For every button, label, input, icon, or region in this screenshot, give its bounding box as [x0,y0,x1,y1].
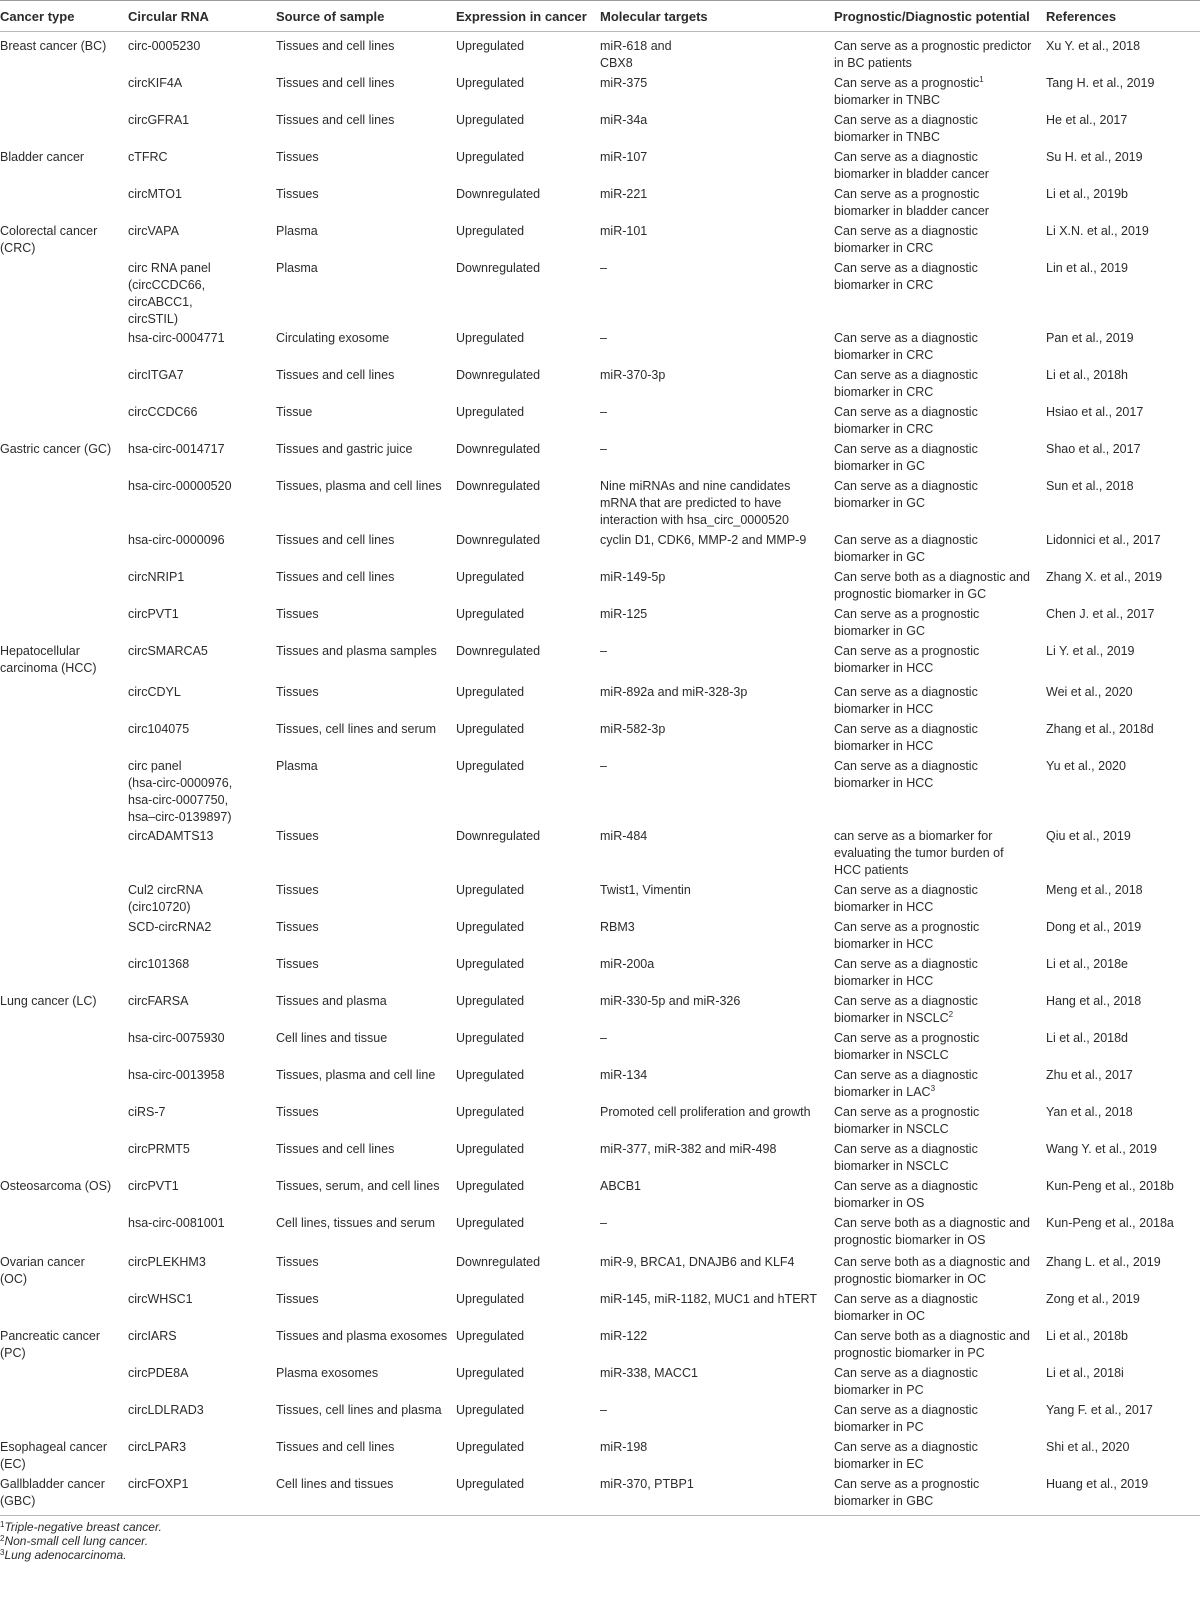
cell-potential: Can serve both as a diagnostic and prognostic biomarker in OS [834,1216,1030,1247]
cell-expr: Upregulated [456,685,525,699]
cell-targets: – [600,1031,607,1045]
header-expression: Expression in cancer [456,9,587,24]
cell-source: Tissues [276,607,319,621]
cell-potential: Can serve as a diagnostic biomarker in HCC [834,759,978,790]
header-references: References [1046,9,1117,24]
cell-expr: Upregulated [456,39,525,53]
cell-potential: Can serve as a diagnostic biomarker in CRC [834,331,978,362]
cell-targets: miR-330-5p and miR-326 [600,994,741,1008]
cell-source: Tissues [276,957,319,971]
cell-expr: Upregulated [456,1142,525,1156]
cell-expr: Upregulated [456,1292,525,1306]
cell-ref: Zhang L. et al., 2019 [1046,1255,1161,1269]
cell-rna: circPRMT5 [128,1142,190,1156]
cell-rna: circPLEKHM3 [128,1255,206,1269]
cell-targets: RBM3 [600,920,635,934]
cell-ref: Kun-Peng et al., 2018a [1046,1216,1174,1230]
cell-cancer: Lung cancer (LC) [0,994,97,1008]
cell-ref: Li et al., 2018e [1046,957,1129,971]
cell-source: Plasma [276,759,318,773]
cell-potential: Can serve as a diagnostic biomarker in NSCLC [834,1142,978,1173]
cell-targets: miR-370, PTBP1 [600,1477,694,1491]
cell-rna: circGFRA1 [128,113,190,127]
cell-source: Cell lines, tissues and serum [276,1216,436,1230]
cell-ref: Huang et al., 2019 [1046,1477,1149,1491]
cell-targets: miR-338, MACC1 [600,1366,698,1380]
cell-potential: Can serve as a diagnostic biomarker in GC [834,479,978,510]
cell-expr: Upregulated [456,331,525,345]
cell-targets: miR-200a [600,957,655,971]
cell-cancer: Gastric cancer (GC) [0,442,112,456]
cell-expr: Downregulated [456,533,541,547]
cell-targets: Nine miRNAs and nine candidates mRNA that are predicted to have interaction with hsa_circ_0000520 [600,479,791,527]
cell-source: Cell lines and tissues [276,1477,394,1491]
cell-expr: Upregulated [456,1440,525,1454]
cell-potential: Can serve as a diagnostic biomarker in HCC [834,685,978,716]
cell-cancer: Bladder cancer [0,150,85,164]
cell-ref: Zhang et al., 2018d [1046,722,1154,736]
cell-ref: Li et al., 2018h [1046,368,1129,382]
cell-targets: miR-377, miR-382 and miR-498 [600,1142,777,1156]
cell-potential: Can serve as a diagnostic biomarker in PC [834,1366,978,1397]
cell-rna: circKIF4A [128,76,183,90]
cell-rna: circLDLRAD3 [128,1403,204,1417]
cell-ref: Dong et al., 2019 [1046,920,1142,934]
cell-rna: hsa-circ-0075930 [128,1031,225,1045]
cell-targets: – [600,405,607,419]
cell-expr: Upregulated [456,957,525,971]
cell-expr: Downregulated [456,829,541,843]
cell-expr: Upregulated [456,113,525,127]
cell-ref: He et al., 2017 [1046,113,1128,127]
cell-expr: Upregulated [456,607,525,621]
cell-ref: Zhang X. et al., 2019 [1046,570,1163,584]
cell-expr: Upregulated [456,76,525,90]
cell-expr: Upregulated [456,883,525,897]
cell-potential: Can serve as a diagnostic biomarker in bladder cancer [834,150,989,181]
cell-source: Tissues and plasma samples [276,644,437,658]
cell-potential: Can serve as a diagnostic biomarker in EC [834,1440,978,1471]
cell-source: Circulating exosome [276,331,390,345]
cell-rna: circMTO1 [128,187,182,201]
cell-ref: Yan et al., 2018 [1046,1105,1133,1119]
cell-expr: Upregulated [456,1329,525,1343]
cell-ref: Li et al., 2018i [1046,1366,1124,1380]
cell-targets: miR-484 [600,829,648,843]
cell-expr: Upregulated [456,994,525,1008]
cell-expr: Upregulated [456,1477,525,1491]
cell-source: Tissues and cell lines [276,113,395,127]
cell-potential: Can serve as a diagnostic biomarker in PC [834,1403,978,1434]
cell-source: Tissues and cell lines [276,1440,395,1454]
cell-targets: Twist1, Vimentin [600,883,691,897]
cell-expr: Upregulated [456,920,525,934]
cell-ref: Hang et al., 2018 [1046,994,1142,1008]
cell-source: Tissues, plasma and cell line [276,1068,436,1082]
cell-source: Tissues [276,150,319,164]
cell-targets: miR-107 [600,150,648,164]
cell-potential: Can serve both as a diagnostic and prognostic biomarker in PC [834,1329,1030,1360]
cell-expr: Upregulated [456,150,525,164]
cell-potential: Can serve as a diagnostic biomarker in HCC [834,722,978,753]
cell-source: Tissues and cell lines [276,533,395,547]
cell-ref: Li Y. et al., 2019 [1046,644,1135,658]
cell-source: Tissues, cell lines and plasma [276,1403,442,1417]
cell-potential: Can serve as a diagnostic biomarker in GC [834,442,978,473]
cell-targets: miR-34a [600,113,648,127]
cell-rna: circ101368 [128,957,190,971]
cell-expr: Upregulated [456,722,525,736]
cell-ref: Li et al., 2019b [1046,187,1129,201]
cell-source: Plasma exosomes [276,1366,379,1380]
cell-expr: Upregulated [456,1068,525,1082]
cell-targets: – [600,331,607,345]
cell-potential: Can serve as a prognostic biomarker in GC [834,607,980,638]
cell-source: Tissues and cell lines [276,1142,395,1156]
cell-rna: circLPAR3 [128,1440,187,1454]
cell-potential: Can serve as a diagnostic biomarker in HCC [834,883,978,914]
cell-source: Tissues [276,1105,319,1119]
cell-source: Plasma [276,224,318,238]
cell-ref: Wang Y. et al., 2019 [1046,1142,1157,1156]
header-targets: Molecular targets [600,9,708,24]
cell-source: Tissues and cell lines [276,570,395,584]
cell-targets: miR-125 [600,607,648,621]
cell-targets: miR-892a and miR-328-3p [600,685,748,699]
cell-ref: Chen J. et al., 2017 [1046,607,1155,621]
cell-expr: Upregulated [456,1179,525,1193]
cell-potential: Can serve as a prognostic biomarker in NSCLC [834,1105,980,1136]
cell-source: Tissues and plasma [276,994,387,1008]
cell-potential: Can serve as a diagnostic biomarker in LAC$^3$ [834,1068,978,1099]
cell-ref: Su H. et al., 2019 [1046,150,1143,164]
cell-source: Tissue [276,405,313,419]
cell-targets: miR-122 [600,1329,648,1343]
cell-expr: Upregulated [456,1105,525,1119]
footnote: $^3$Lung adenocarcinoma. [0,1548,127,1562]
cell-potential: Can serve as a prognostic biomarker in GBC [834,1477,980,1508]
cell-targets: – [600,442,607,456]
cell-rna: circSMARCA5 [128,644,208,658]
cell-potential: Can serve both as a diagnostic and prognostic biomarker in OC [834,1255,1030,1286]
cell-potential: Can serve as a diagnostic biomarker in CRC [834,405,978,436]
cell-source: Tissues, cell lines and serum [276,722,437,736]
cell-ref: Xu Y. et al., 2018 [1046,39,1141,53]
cell-ref: Shi et al., 2020 [1046,1440,1130,1454]
cell-expr: Upregulated [456,405,525,419]
cell-expr: Downregulated [456,368,541,382]
cell-potential: Can serve as a diagnostic biomarker in CRC [834,261,978,292]
cell-rna: circWHSC1 [128,1292,193,1306]
cell-ref: Qiu et al., 2019 [1046,829,1131,843]
cell-ref: Wei et al., 2020 [1046,685,1133,699]
cell-rna: circNRIP1 [128,570,185,584]
cell-expr: Downregulated [456,261,541,275]
cell-rna: circ-0005230 [128,39,201,53]
cell-ref: Pan et al., 2019 [1046,331,1134,345]
cell-targets: miR-618 and CBX8 [600,39,672,70]
cell-expr: Upregulated [456,1366,525,1380]
cell-rna: hsa-circ-00000520 [128,479,232,493]
cell-targets: – [600,261,607,275]
cell-source: Tissues and cell lines [276,76,395,90]
cell-potential: Can serve as a prognostic biomarker in NSCLC [834,1031,980,1062]
cell-rna: circVAPA [128,224,179,238]
cell-rna: circFOXP1 [128,1477,189,1491]
cell-rna: hsa-circ-0004771 [128,331,225,345]
cell-rna: SCD-circRNA2 [128,920,212,934]
cell-rna: circCDYL [128,685,181,699]
cell-cancer: Pancreatic cancer (PC) [0,1329,101,1360]
cell-ref: Tang H. et al., 2019 [1046,76,1155,90]
header-potential: Prognostic/Diagnostic potential [834,9,1030,24]
cell-rna: Cul2 circRNA (circ10720) [128,883,204,914]
cell-potential: Can serve as a diagnostic biomarker in CRC [834,368,978,399]
cell-potential: Can serve as a prognostic biomarker in HCC [834,920,980,951]
cell-rna: hsa-circ-0014717 [128,442,225,456]
cell-expr: Upregulated [456,570,525,584]
cell-potential: Can serve as a diagnostic biomarker in HCC [834,957,978,988]
header-source: Source of sample [276,9,385,24]
cell-targets: ABCB1 [600,1179,641,1193]
cell-rna: hsa-circ-0000096 [128,533,225,547]
cell-targets: miR-198 [600,1440,648,1454]
cell-potential: Can serve as a diagnostic biomarker in CRC [834,224,978,255]
cell-cancer: Breast cancer (BC) [0,39,107,53]
cell-rna: circ RNA panel (circCCDC66, circABCC1, circSTIL) [128,261,211,326]
cell-rna: circ panel (hsa-circ-0000976, hsa-circ-0007750, hsa–circ-0139897) [128,759,233,824]
cell-targets: – [600,1216,607,1230]
cell-targets: miR-149-5p [600,570,666,584]
cell-ref: Shao et al., 2017 [1046,442,1141,456]
table-header [0,0,1200,32]
cell-rna: ciRS-7 [128,1105,166,1119]
header-cancer-type: Cancer type [0,9,75,24]
cell-source: Tissues, plasma and cell lines [276,479,442,493]
cell-potential: Can serve as a diagnostic biomarker in TNBC [834,113,978,144]
cell-potential: Can serve as a prognostic$^1$ biomarker in TNBC [834,75,984,107]
cell-ref: Lidonnici et al., 2017 [1046,533,1161,547]
cell-source: Tissues [276,187,319,201]
cell-ref: Zhu et al., 2017 [1046,1068,1133,1082]
cell-expr: Downregulated [456,1255,541,1269]
cell-ref: Li et al., 2018b [1046,1329,1129,1343]
cell-expr: Upregulated [456,224,525,238]
cell-cancer: Esophageal cancer (EC) [0,1440,108,1471]
cell-rna: circPVT1 [128,607,179,621]
cell-rna: circITGA7 [128,368,184,382]
footnote: $^2$Non-small cell lung cancer. [0,1534,149,1548]
cell-targets: miR-375 [600,76,648,90]
cell-source: Tissues and cell lines [276,368,395,382]
cell-targets: miR-582-3p [600,722,666,736]
cell-cancer: Hepatocellular carcinoma (HCC) [0,644,97,675]
cell-targets: – [600,759,607,773]
cell-ref: Lin et al., 2019 [1046,261,1129,275]
cell-expr: Upregulated [456,1031,525,1045]
cell-rna: circPVT1 [128,1179,179,1193]
cell-potential: Can serve as a diagnostic biomarker in GC [834,533,978,564]
cell-ref: Yang F. et al., 2017 [1046,1403,1153,1417]
cell-expr: Upregulated [456,1403,525,1417]
cell-expr: Downregulated [456,479,541,493]
cell-ref: Kun-Peng et al., 2018b [1046,1179,1174,1193]
cell-source: Tissues [276,920,319,934]
cell-ref: Hsiao et al., 2017 [1046,405,1144,419]
cell-expr: Downregulated [456,187,541,201]
cell-source: Tissues and cell lines [276,39,395,53]
cell-rna: hsa-circ-0013958 [128,1068,225,1082]
cell-source: Tissues, serum, and cell lines [276,1179,440,1193]
cell-potential: Can serve as a prognostic biomarker in bladder cancer [834,187,989,218]
cell-source: Tissues [276,1292,319,1306]
cell-targets: miR-370-3p [600,368,666,382]
cell-rna: circADAMTS13 [128,829,214,843]
cell-potential: Can serve as a prognostic biomarker in HCC [834,644,980,675]
cell-ref: Zong et al., 2019 [1046,1292,1140,1306]
cell-cancer: Osteosarcoma (OS) [0,1179,112,1193]
cell-source: Tissues and plasma exosomes [276,1329,448,1343]
cell-expr: Upregulated [456,1216,525,1230]
cell-ref: Li et al., 2018d [1046,1031,1129,1045]
table-bottom-rule [0,1515,1200,1516]
cell-source: Tissues [276,829,319,843]
cell-potential: can serve as a biomarker for evaluating the tumor burden of HCC patients [834,829,1004,877]
cell-rna: circFARSA [128,994,189,1008]
cell-ref: Meng et al., 2018 [1046,883,1143,897]
cell-rna: circCCDC66 [128,405,198,419]
cell-ref: Sun et al., 2018 [1046,479,1134,493]
cell-source: Tissues [276,1255,319,1269]
cell-rna: circIARS [128,1329,177,1343]
cell-rna: cTFRC [128,150,168,164]
cell-potential: Can serve both as a diagnostic and prognostic biomarker in GC [834,570,1030,601]
cell-ref: Yu et al., 2020 [1046,759,1126,773]
cell-targets: miR-101 [600,224,648,238]
cell-potential: Can serve as a prognostic predictor in BC patients [834,39,1032,70]
cell-cancer: Gallbladder cancer (GBC) [0,1477,105,1508]
cell-expr: Upregulated [456,759,525,773]
cell-expr: Downregulated [456,644,541,658]
cell-rna: hsa-circ-0081001 [128,1216,225,1230]
cell-source: Tissues [276,685,319,699]
cell-potential: Can serve as a diagnostic biomarker in OS [834,1179,978,1210]
cell-ref: Li X.N. et al., 2019 [1046,224,1149,238]
cell-rna: circPDE8A [128,1366,189,1380]
cell-targets: – [600,1403,607,1417]
cell-potential: Can serve as a diagnostic biomarker in NSCLC$^2$ [834,994,978,1025]
cell-source: Cell lines and tissue [276,1031,388,1045]
cell-targets: miR-9, BRCA1, DNAJB6 and KLF4 [600,1255,795,1269]
cell-targets: Promoted cell proliferation and growth [600,1105,811,1119]
cell-targets: – [600,644,607,658]
cell-cancer: Colorectal cancer (CRC) [0,224,98,255]
cell-potential: Can serve as a diagnostic biomarker in OC [834,1292,978,1323]
cell-rna: circ104075 [128,722,190,736]
cell-targets: miR-134 [600,1068,648,1082]
cell-source: Plasma [276,261,318,275]
cell-source: Tissues and gastric juice [276,442,413,456]
cell-targets: miR-145, miR-1182, MUC1 and hTERT [600,1292,817,1306]
cell-cancer: Ovarian cancer (OC) [0,1255,85,1286]
footnote: $^1$Triple-negative breast cancer. [0,1520,162,1534]
cell-targets: miR-221 [600,187,648,201]
cell-source: Tissues [276,883,319,897]
cell-targets: cyclin D1, CDK6, MMP-2 and MMP-9 [600,533,807,547]
header-circular-rna: Circular RNA [128,9,209,24]
cell-expr: Downregulated [456,442,541,456]
